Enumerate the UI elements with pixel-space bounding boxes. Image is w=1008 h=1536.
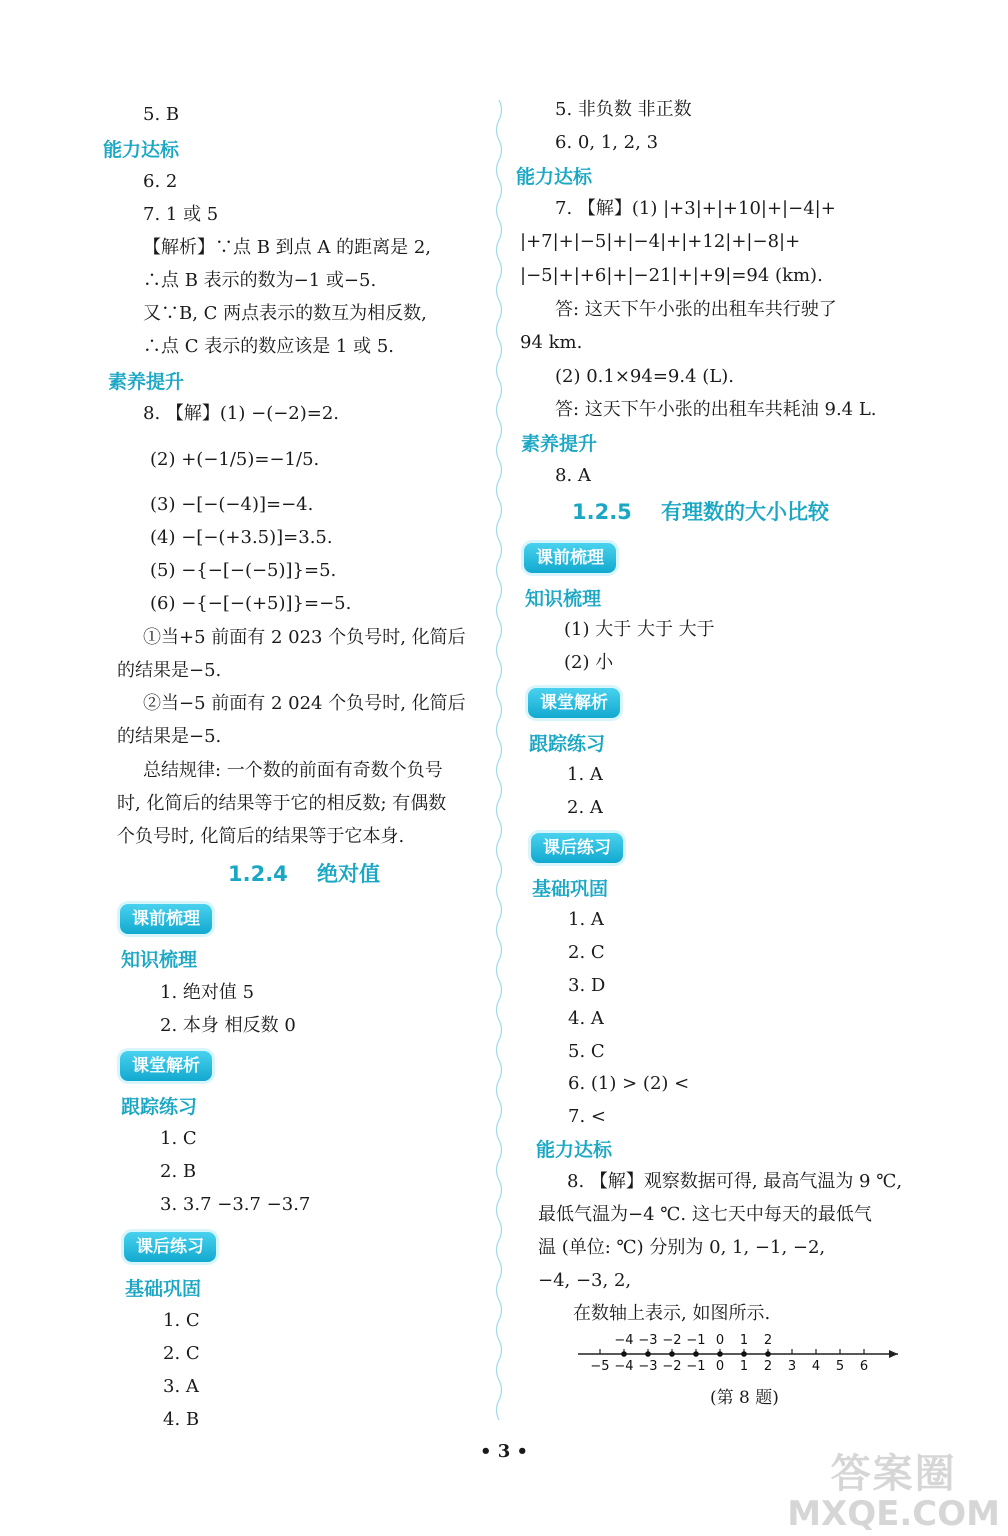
answer-6: 6. 2 — [143, 171, 178, 192]
solution-line: (2) 0.1×94=9.4 (L). — [555, 366, 734, 387]
paragraph-line: ②当−5 前面有 2 024 个负号时, 化简后 — [143, 693, 466, 714]
number-line-point — [765, 1351, 771, 1357]
basic-item: 1. C — [163, 1310, 200, 1331]
heading-track: 跟踪练习 — [121, 1096, 198, 1118]
watermark-logo — [787, 1452, 1000, 1532]
solution-line: |+7|+|−5|+|−4|+|+12|+|−8|+ — [520, 231, 801, 252]
track-item: 2. A — [567, 797, 603, 818]
number-line-point-label: −3 — [638, 1333, 658, 1348]
basic-item: 3. A — [163, 1376, 199, 1397]
column-divider — [492, 100, 506, 1420]
heading-ability-2: 能力达标 — [536, 1139, 613, 1161]
paragraph-line: 时, 化简后的结果等于它的相反数; 有偶数 — [117, 793, 447, 814]
basic-item: 2. C — [163, 1343, 200, 1364]
solution-line: 答: 这天下午小张的出租车共耗油 9.4 L. — [555, 399, 877, 420]
track-item: 1. A — [567, 764, 603, 785]
number-line-point-label: −4 — [614, 1333, 634, 1348]
number-line-tick-label: 2 — [763, 1359, 773, 1374]
basic-item: 5. C — [568, 1041, 605, 1062]
answer-5: 5. 非负数 非正数 — [555, 99, 692, 120]
number-line-tick-label: −4 — [614, 1359, 634, 1374]
solution-line: 温 (单位: ℃) 分别为 0, 1, −1, −2, — [538, 1237, 826, 1258]
answer-7: 7. 1 或 5 — [143, 204, 219, 225]
solution-line: 答: 这天下午小张的出租车共行驶了 — [555, 299, 837, 320]
basic-item: 4. B — [163, 1409, 200, 1430]
number-line-tick-label: −5 — [590, 1359, 610, 1374]
track-item: 2. B — [160, 1161, 197, 1182]
number-line-point — [621, 1351, 627, 1357]
number-line-tick-label: −3 — [638, 1359, 658, 1374]
heading-quality: 素养提升 — [108, 371, 185, 393]
knowledge-item: 1. 绝对值 5 — [160, 982, 255, 1003]
answer-8-6: (6) −{−[−(+5)]}=−5. — [150, 593, 352, 614]
number-line-tick-label: 0 — [715, 1359, 725, 1374]
number-line-point-label: 0 — [715, 1333, 725, 1348]
solution-line: 7. 【解】(1) |+3|+|+10|+|−4|+ — [555, 198, 836, 219]
basic-item: 3. D — [568, 975, 606, 996]
badge-pre-class: 课前梳理 — [120, 904, 212, 934]
solution-line: 94 km. — [520, 332, 583, 353]
badge-after-class: 课后练习 — [124, 1232, 216, 1262]
heading-basic: 基础巩固 — [125, 1278, 202, 1300]
paragraph-line: 个负号时, 化简后的结果等于它本身. — [117, 826, 405, 847]
page-number: • 3 • — [479, 1441, 529, 1462]
knowledge-item: 2. 本身 相反数 0 — [160, 1015, 296, 1036]
number-line-point-label: −2 — [662, 1333, 682, 1348]
section-title: 1.2.4 绝对值 — [228, 862, 381, 886]
figure-caption: (第 8 题) — [710, 1388, 779, 1408]
heading-knowledge: 知识梳理 — [525, 588, 602, 610]
answer-6: 6. 0, 1, 2, 3 — [555, 132, 659, 153]
number-line-point-label: 1 — [739, 1333, 749, 1348]
number-line-figure — [570, 1328, 910, 1378]
basic-item: 2. C — [568, 942, 605, 963]
number-line-point-label: 2 — [763, 1333, 773, 1348]
number-line-point-label: −1 — [686, 1333, 706, 1348]
answer-8-2: (2) +(−1/5)=−1/5. — [150, 449, 320, 470]
number-line-point — [669, 1351, 675, 1357]
basic-item: 6. (1) > (2) < — [568, 1073, 690, 1094]
analysis-line: ∴点 C 表示的数应该是 1 或 5. — [143, 336, 395, 357]
paragraph-line: 总结规律: 一个数的前面有奇数个负号 — [143, 760, 443, 781]
number-line-tick-label: −2 — [662, 1359, 682, 1374]
number-line-tick-label: 5 — [835, 1359, 845, 1374]
badge-in-class: 课堂解析 — [528, 688, 620, 718]
analysis-line: ∴点 B 表示的数为−1 或−5. — [143, 270, 377, 291]
knowledge-item: (1) 大于 大于 大于 — [564, 619, 715, 640]
paragraph-line: 的结果是−5. — [117, 726, 222, 747]
number-line-tick-label: −1 — [686, 1359, 706, 1374]
number-line-point — [645, 1351, 651, 1357]
solution-line: −4, −3, 2, — [538, 1270, 632, 1291]
basic-item: 4. A — [568, 1008, 604, 1029]
number-line-point — [693, 1351, 699, 1357]
answer-5: 5. B — [143, 104, 180, 125]
number-line-tick-label: 6 — [859, 1359, 869, 1374]
track-item: 3. 3.7 −3.7 −3.7 — [160, 1194, 311, 1215]
basic-item: 7. < — [568, 1106, 606, 1127]
solution-line: 8. 【解】观察数据可得, 最高气温为 9 ℃, — [567, 1171, 903, 1192]
number-line-tick-label: 1 — [739, 1359, 749, 1374]
answer-8: 8. A — [555, 465, 591, 486]
solution-line: 在数轴上表示, 如图所示. — [573, 1303, 771, 1324]
analysis-line: 【解析】∵点 B 到点 A 的距离是 2, — [143, 237, 432, 258]
number-line-tick-label: 4 — [811, 1359, 821, 1374]
analysis-line: 又∵B, C 两点表示的数互为相反数, — [143, 303, 427, 324]
answer-8-4: (4) −[−(+3.5)]=3.5. — [150, 527, 333, 548]
solution-line: |−5|+|+6|+|−21|+|+9|=94 (km). — [520, 265, 823, 286]
watermark-url: MXQE.COM — [787, 1494, 1000, 1534]
paragraph-line: 的结果是−5. — [117, 660, 222, 681]
heading-ability: 能力达标 — [103, 139, 180, 161]
heading-track: 跟踪练习 — [529, 733, 606, 755]
number-line-point — [717, 1351, 723, 1357]
answer-8-1: 8. 【解】(1) −(−2)=2. — [143, 403, 340, 424]
number-line-point — [741, 1351, 747, 1357]
number-line-tick-label: 3 — [787, 1359, 797, 1374]
badge-in-class: 课堂解析 — [120, 1051, 212, 1081]
section-title: 1.2.5 有理数的大小比较 — [572, 500, 830, 524]
basic-item: 1. A — [568, 909, 604, 930]
heading-knowledge: 知识梳理 — [121, 949, 198, 971]
badge-pre-class: 课前梳理 — [524, 543, 616, 573]
knowledge-item: (2) 小 — [564, 652, 614, 673]
paragraph-line: ①当+5 前面有 2 023 个负号时, 化简后 — [143, 627, 466, 648]
number-line-arrow — [889, 1350, 898, 1358]
solution-line: 最低气温为−4 ℃. 这七天中每天的最低气 — [538, 1204, 872, 1225]
answer-8-3: (3) −[−(−4)]=−4. — [150, 494, 314, 515]
badge-after-class: 课后练习 — [531, 833, 623, 863]
heading-basic: 基础巩固 — [532, 878, 609, 900]
heading-ability: 能力达标 — [516, 166, 593, 188]
heading-quality: 素养提升 — [521, 433, 598, 455]
answer-8-5: (5) −{−[−(−5)]}=5. — [150, 560, 337, 581]
track-item: 1. C — [160, 1128, 197, 1149]
watermark-text: 答案圈 — [830, 1451, 957, 1497]
